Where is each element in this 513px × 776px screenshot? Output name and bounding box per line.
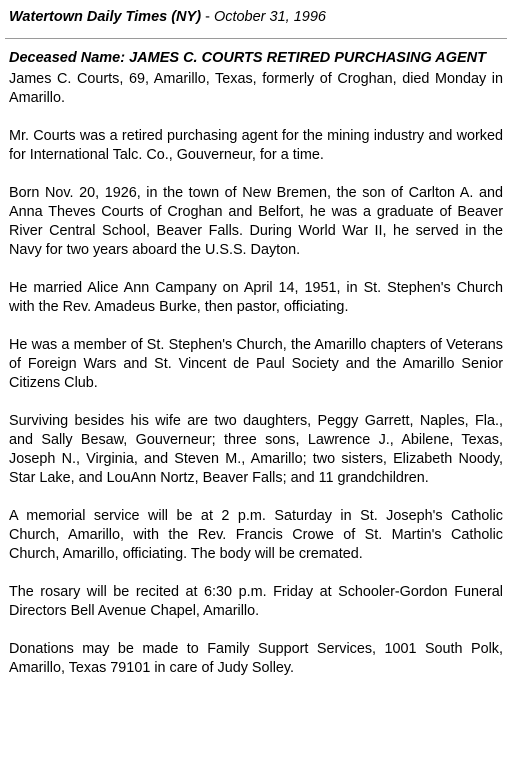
article-paragraph: Mr. Courts was a retired purchasing agent for the mining industry and worked for International Talc. Co., Gouverneur, for a time. xyxy=(9,128,503,163)
article-paragraph: Born Nov. 20, 1926, in the town of New Bremen, the son of Carlton A. and Anna Theves Courts of Croghan and Belfort, he was a graduate of Beaver River Central School, Beaver Falls. During World War II, he served in the Navy for two years aboard the U.S.S. Dayton. xyxy=(9,185,503,258)
article-paragraph: He married Alice Ann Campany on April 14, 1951, in St. Stephen's Church with the Rev. Amadeus Burke, then pastor, officiating. xyxy=(9,280,503,315)
deceased-heading: Deceased Name: JAMES C. COURTS RETIRED PURCHASING AGENT xyxy=(9,50,486,66)
obituary-article xyxy=(9,49,503,678)
article-paragraph: The rosary will be recited at 6:30 p.m. Friday at Schooler-Gordon Funeral Directors Bell Avenue Chapel, Amarillo. xyxy=(9,584,503,619)
article-paragraph: A memorial service will be at 2 p.m. Saturday in St. Joseph's Catholic Church, Amarillo, with the Rev. Francis Crowe of St. Martin's Catholic Church, Amarillo, officiating. The body will be cremated. xyxy=(9,508,503,562)
publication-name: Watertown Daily Times (NY) xyxy=(9,9,202,25)
article-paragraph: James C. Courts, 69, Amarillo, Texas, formerly of Croghan, died Monday in Amarillo. xyxy=(9,71,503,106)
article-paragraph: He was a member of St. Stephen's Church, the Amarillo chapters of Veterans of Foreign Wars and St. Vincent de Paul Society and the Amarillo Senior Citizens Club. xyxy=(9,337,503,391)
masthead-separator: - xyxy=(201,9,214,25)
masthead xyxy=(9,8,503,30)
article-paragraph: Surviving besides his wife are two daughters, Peggy Garrett, Naples, Fla., and Sally Besaw, Gouverneur; three sons, Lawrence J., Abilene, Texas, Joseph N., Virginia, and Steven M., Amarillo; two sisters, Elizabeth Noody, Star Lake, and LouAnn Nortz, Beaver Falls; and 11 grandchildren. xyxy=(9,413,503,486)
article-paragraph: Donations may be made to Family Support Services, 1001 South Polk, Amarillo, Texas 79101 in care of Judy Solley. xyxy=(9,641,503,676)
publication-date: October 31, 1996 xyxy=(213,9,326,25)
header-divider xyxy=(5,38,507,39)
